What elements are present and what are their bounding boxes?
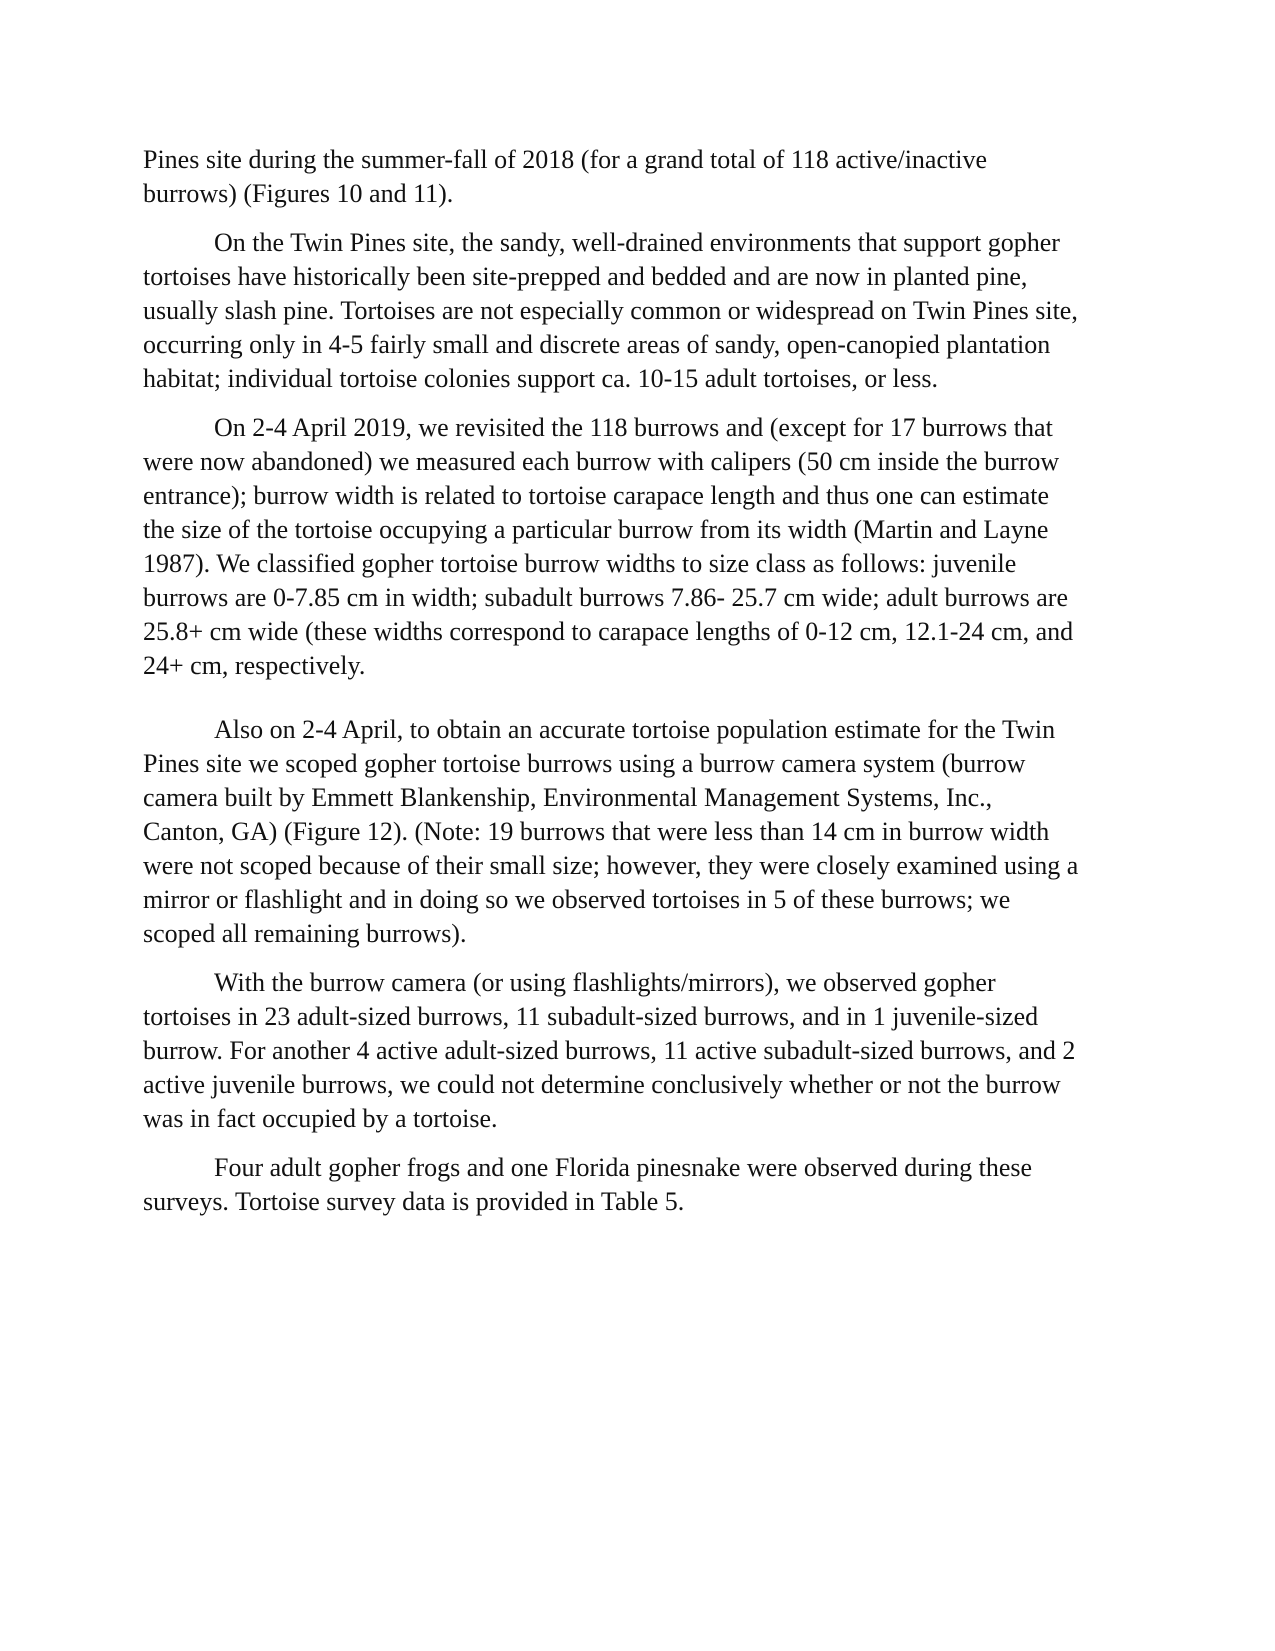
paragraph-burrow-scoping: Also on 2-4 April, to obtain an accurate tortoise population estimate for the Twin Pines site we scoped gopher tortoise burrows using a burrow camera system (burrow camera built by Emmett Blankenship, Environmental Management Systems, Inc., Canton, GA) (Figure 12). (Note: 19 burrows that were less than 14 cm in burrow width were not scoped because of their small size; however, they were closely examined using a mirror or flashlight and in doing so we observed tortoises in 5 of these burrows; we scoped all remaining burrows). [143,715,1079,948]
body-text [143,143,1079,1234]
paragraph-burrow-measurement: On 2-4 April 2019, we revisited the 118 burrows and (except for 17 burrows that were now abandoned) we measured each burrow with calipers (50 cm inside the burrow entrance); burrow width is related to tortoise carapace length and thus one can estimate the size of the tortoise occupying a particular burrow from its width (Martin and Layne 1987). We classified gopher tortoise burrow widths to size class as follows: juvenile burrows are 0-7.85 cm in width; subadult burrows 7.86- 25.7 cm wide; adult burrows are 25.8+ cm wide (these widths correspond to carapace lengths of 0-12 cm, 12.1-24 cm, and 24+ cm, respectively. [143,413,1074,680]
paragraph-continued-burrow-total: Pines site during the summer-fall of 2018 (for a grand total of 118 active/inactive burrows) (Figures 10 and 11). [143,145,987,208]
paragraph-twin-pines-habitat: On the Twin Pines site, the sandy, well-drained environments that support gopher tortoises have historically been site-prepped and bedded and are now in planted pine, usually slash pine. Tortoises are not especially common or widespread on Twin Pines site, occurring only in 4-5 fairly small and discrete areas of sandy, open-canopied plantation habitat; individual tortoise colonies support ca. 10-15 adult tortoises, or less. [143,228,1078,393]
paragraph-tortoise-observations: With the burrow camera (or using flashlights/mirrors), we observed gopher tortoises in 23 adult-sized burrows, 11 subadult-sized burrows, and in 1 juvenile-sized burrow. For another 4 active adult-sized burrows, 11 active subadult-sized burrows, and 2 active juvenile burrows, we could not determine conclusively whether or not the burrow was in fact occupied by a tortoise. [143,968,1076,1133]
paragraph-other-species: Four adult gopher frogs and one Florida pinesnake were observed during these surveys. Tortoise survey data is provided in Table 5. [143,1153,1033,1216]
